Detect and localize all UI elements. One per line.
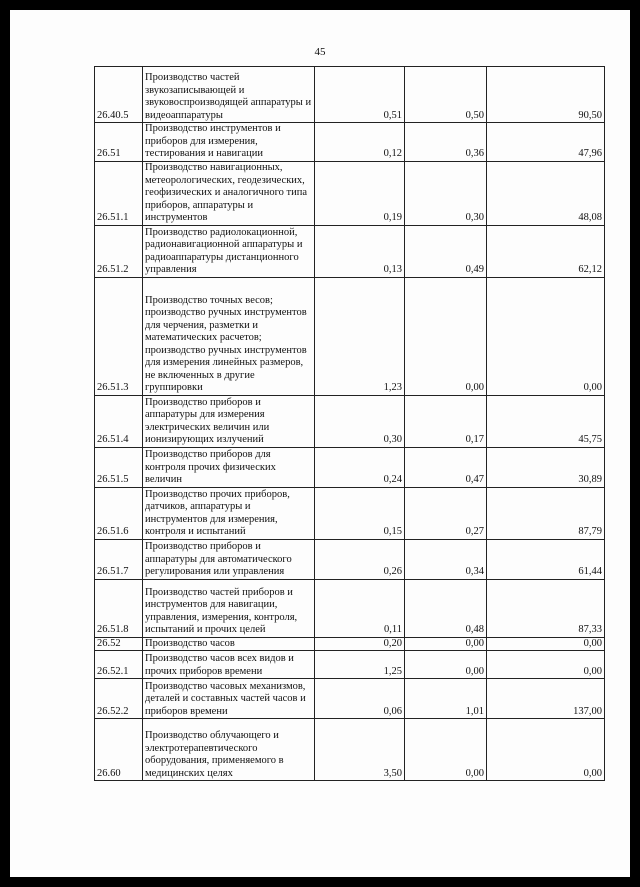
row-code: 26.51.7: [95, 539, 143, 579]
table-row: [95, 395, 605, 447]
row-code: 26.52.2: [95, 679, 143, 719]
row-value-3: 87,33: [487, 579, 605, 637]
row-name: Производство часов: [143, 637, 315, 651]
row-name: Производство приборов и аппаратуры для автоматического регулирования или управления: [143, 539, 315, 579]
row-value-2: 0,00: [405, 719, 487, 781]
row-code: 26.40.5: [95, 67, 143, 123]
row-value-2: 0,00: [405, 277, 487, 395]
row-value-1: 0,11: [315, 579, 405, 637]
row-value-3: 47,96: [487, 123, 605, 162]
row-name: Производство прочих приборов, датчиков, аппаратуры и инструментов для измерения, контроля и испытаний: [143, 487, 315, 539]
row-value-1: 3,50: [315, 719, 405, 781]
table-row: [95, 123, 605, 162]
table-row: [95, 277, 605, 395]
row-value-1: 0,13: [315, 225, 405, 277]
row-value-2: 0,17: [405, 395, 487, 447]
row-value-2: 0,48: [405, 579, 487, 637]
row-value-1: 1,23: [315, 277, 405, 395]
row-value-1: 0,51: [315, 67, 405, 123]
row-name: Производство точных весов; производство ручных инструментов для черчения, разметки и математических расчетов; производство ручных инструментов для измерения линейных размеров, не включенных в другие группировки: [143, 277, 315, 395]
row-code: 26.52.1: [95, 651, 143, 679]
table-row: [95, 539, 605, 579]
table-row: [95, 679, 605, 719]
table-row: [95, 637, 605, 651]
row-value-3: 87,79: [487, 487, 605, 539]
row-code: 26.51.1: [95, 161, 143, 225]
row-code: 26.51.4: [95, 395, 143, 447]
page-number: 45: [314, 46, 326, 58]
table-row: [95, 225, 605, 277]
row-name: Производство частей звукозаписывающей и звуковоспроизводящей аппаратуры и видеоаппаратуры: [143, 67, 315, 123]
table-row: [95, 651, 605, 679]
table-row: [95, 67, 605, 123]
row-code: 26.51.2: [95, 225, 143, 277]
row-value-3: 90,50: [487, 67, 605, 123]
row-value-2: 0,34: [405, 539, 487, 579]
row-value-1: 0,15: [315, 487, 405, 539]
row-value-1: 0,24: [315, 447, 405, 487]
row-value-3: 0,00: [487, 277, 605, 395]
row-value-3: 61,44: [487, 539, 605, 579]
table-row: [95, 579, 605, 637]
row-name: Производство навигационных, метеорологических, геодезических, геофизических и аналогичного типа приборов, аппаратуры и инструментов: [143, 161, 315, 225]
row-value-1: 0,06: [315, 679, 405, 719]
row-value-1: 0,12: [315, 123, 405, 162]
table-row: [95, 447, 605, 487]
row-value-2: 0,30: [405, 161, 487, 225]
row-name: Производство радиолокационной, радионавигационной аппаратуры и радиоаппаратуры дистанционного управления: [143, 225, 315, 277]
row-name: Производство облучающего и электротерапевтического оборудования, применяемого в медицинских целях: [143, 719, 315, 781]
row-value-1: 1,25: [315, 651, 405, 679]
row-value-1: 0,30: [315, 395, 405, 447]
row-value-2: 0,00: [405, 651, 487, 679]
row-name: Производство инструментов и приборов для измерения, тестирования и навигации: [143, 123, 315, 162]
row-code: 26.60: [95, 719, 143, 781]
table-row: [95, 487, 605, 539]
row-value-3: 0,00: [487, 719, 605, 781]
okved-table: [94, 66, 605, 781]
row-code: 26.51.8: [95, 579, 143, 637]
row-value-3: 0,00: [487, 651, 605, 679]
row-code: 26.52: [95, 637, 143, 651]
row-value-1: 0,19: [315, 161, 405, 225]
row-value-2: 0,50: [405, 67, 487, 123]
row-value-3: 48,08: [487, 161, 605, 225]
row-name: Производство приборов и аппаратуры для измерения электрических величин или ионизирующих излучений: [143, 395, 315, 447]
row-value-1: 0,26: [315, 539, 405, 579]
row-value-2: 0,00: [405, 637, 487, 651]
row-value-2: 0,47: [405, 447, 487, 487]
row-value-1: 0,20: [315, 637, 405, 651]
row-name: Производство часов всех видов и прочих приборов времени: [143, 651, 315, 679]
row-value-3: 0,00: [487, 637, 605, 651]
row-value-2: 0,36: [405, 123, 487, 162]
row-code: 26.51.6: [95, 487, 143, 539]
row-value-3: 137,00: [487, 679, 605, 719]
table-row: [95, 719, 605, 781]
row-value-3: 45,75: [487, 395, 605, 447]
row-code: 26.51: [95, 123, 143, 162]
row-value-2: 1,01: [405, 679, 487, 719]
row-name: Производство часовых механизмов, деталей и составных частей часов и приборов времени: [143, 679, 315, 719]
row-value-2: 0,49: [405, 225, 487, 277]
row-name: Производство приборов для контроля прочих физических величин: [143, 447, 315, 487]
row-name: Производство частей приборов и инструментов для навигации, управления, измерения, контроля, испытаний и прочих целей: [143, 579, 315, 637]
row-value-3: 30,89: [487, 447, 605, 487]
table-row: [95, 161, 605, 225]
row-code: 26.51.3: [95, 277, 143, 395]
row-code: 26.51.5: [95, 447, 143, 487]
row-value-3: 62,12: [487, 225, 605, 277]
row-value-2: 0,27: [405, 487, 487, 539]
